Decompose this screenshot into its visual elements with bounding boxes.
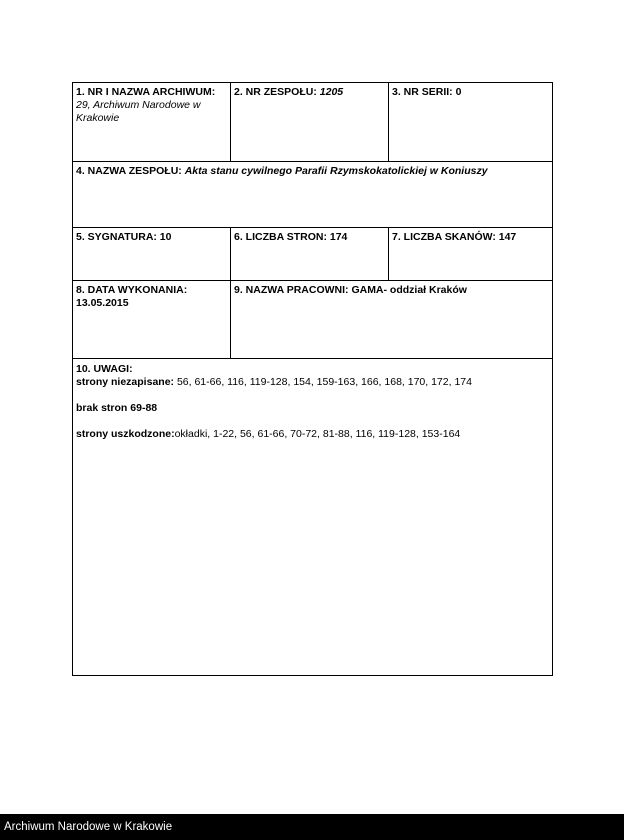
damaged-pages-value: okładki, 1-22, 56, 61-66, 70-72, 81-88, 116, 119-128, 153-164: [174, 428, 461, 440]
form-row-4: [73, 281, 552, 359]
signature-label: 5. SYGNATURA: 10: [76, 231, 172, 243]
fonds-name-label: 4. NAZWA ZESPOŁU:: [76, 165, 182, 177]
pages-count-cell: [231, 228, 389, 280]
workshop-label: 9. NAZWA PRACOWNI: GAMA- oddział Kraków: [234, 284, 467, 296]
form-row-1: [73, 83, 552, 162]
fonds-number-cell: [231, 83, 389, 161]
fonds-number-label: 2. NR ZESPOŁU:: [234, 86, 317, 98]
series-cell: [389, 83, 552, 161]
fonds-name-cell: [73, 162, 552, 227]
damaged-pages-label: strony uszkodzone:: [76, 428, 175, 440]
date-label: 8. DATA WYKONANIA:: [76, 284, 188, 296]
signature-cell: [73, 228, 231, 280]
date-value: 13.05.2015: [76, 297, 129, 309]
remarks-title: 10. UWAGI:: [76, 363, 133, 375]
form-row-3: [73, 228, 552, 281]
pages-count-label: 6. LICZBA STRON: 174: [234, 231, 348, 243]
form-row-2: [73, 162, 552, 228]
archive-value: 29, Archiwum Narodowe w Krakowie: [76, 99, 201, 124]
form-row-remarks: [73, 359, 552, 675]
archive-label: 1. NR I NAZWA ARCHIWUM:: [76, 86, 216, 98]
scans-count-label: 7. LICZBA SKANÓW: 147: [392, 231, 517, 243]
blank-pages-line: [76, 376, 549, 389]
remarks-cell: [73, 359, 552, 675]
damaged-pages-line: [76, 428, 549, 441]
missing-pages-line: brak stron 69-88: [76, 402, 158, 414]
series-label: 3. NR SERII: 0: [392, 86, 462, 98]
archive-cell: [73, 83, 231, 161]
date-cell: [73, 281, 231, 358]
fonds-name-value: Akta stanu cywilnego Parafii Rzymskokatolickiej w Koniuszy: [184, 165, 488, 177]
fonds-number-value: 1205: [319, 86, 344, 98]
footer-bar: [0, 814, 624, 840]
blank-pages-label: strony niezapisane:: [76, 376, 175, 388]
footer-text: Archiwum Narodowe w Krakowie: [4, 821, 173, 833]
scans-count-cell: [389, 228, 552, 280]
workshop-cell: [231, 281, 552, 358]
metadata-form: [72, 82, 553, 676]
blank-pages-value: 56, 61-66, 116, 119-128, 154, 159-163, 166, 168, 170, 172, 174: [174, 376, 472, 388]
